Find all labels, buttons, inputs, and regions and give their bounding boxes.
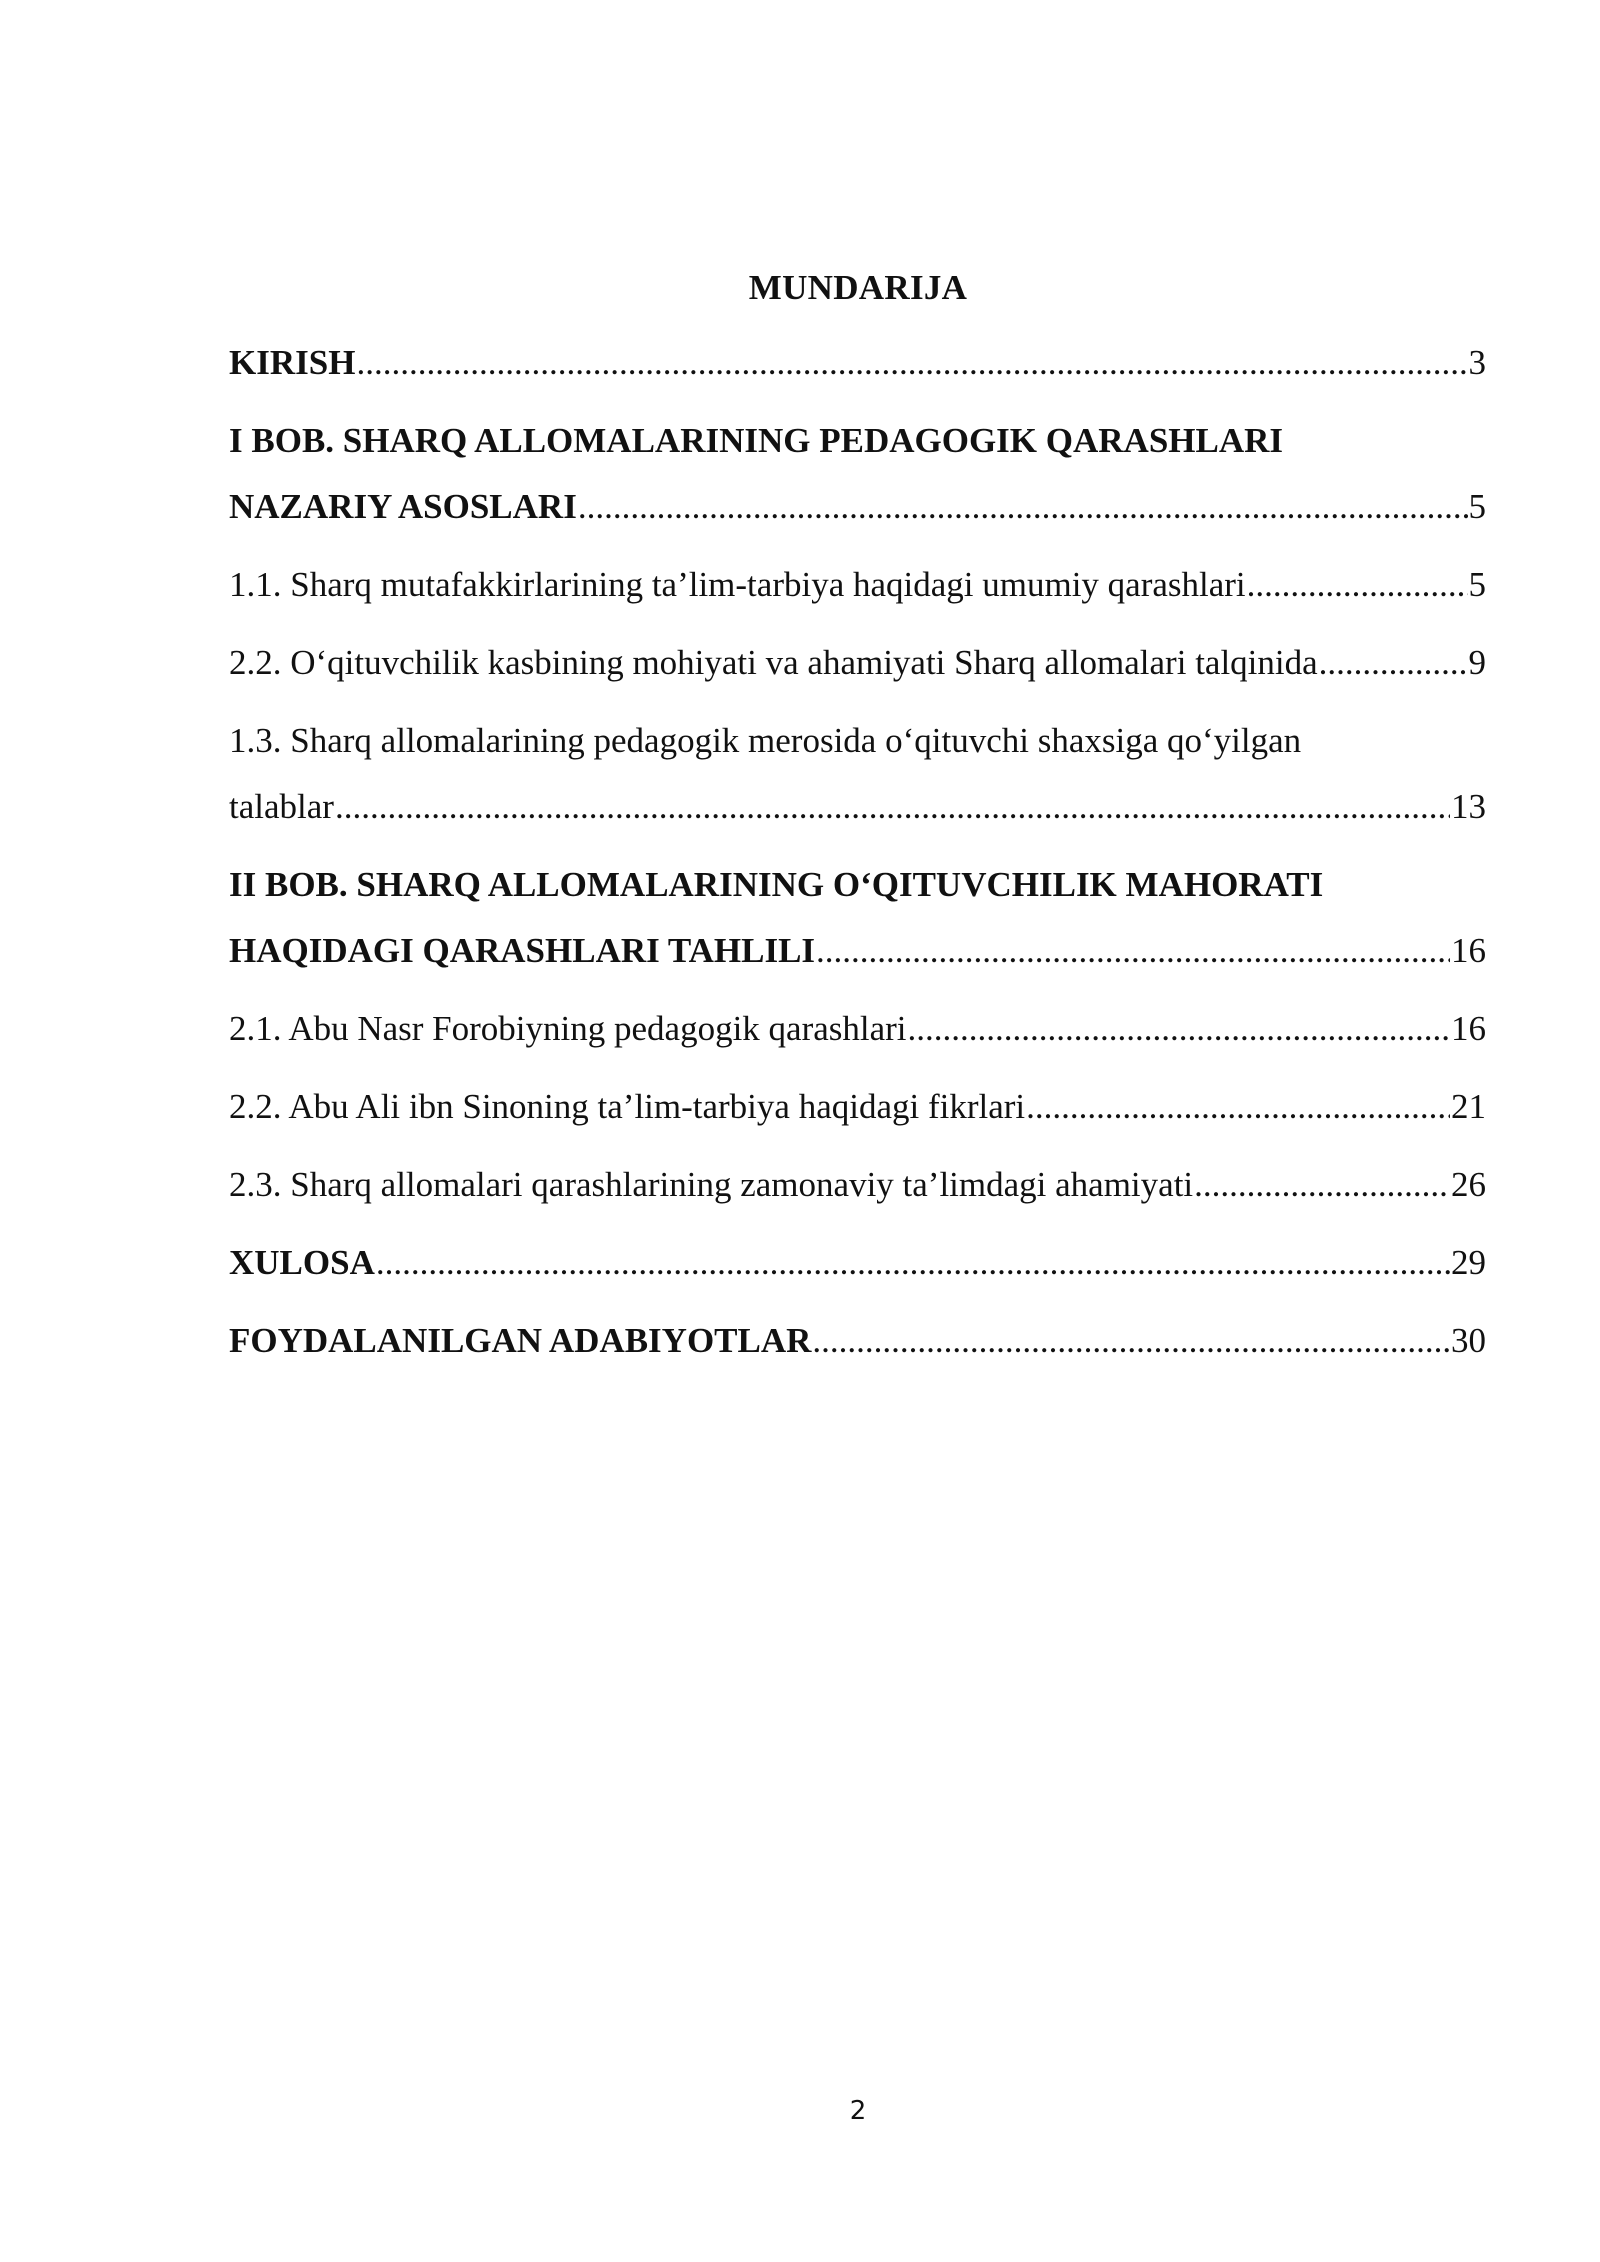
toc-page-number: 29	[1451, 1243, 1486, 1282]
table-of-contents	[229, 330, 1486, 1374]
toc-entry-text-line1: 1.3. Sharq allomalarining pedagogik merosida o‘qituvchi shaxsiga qo‘yilgan	[229, 721, 1302, 760]
toc-page-number: 30	[1451, 1321, 1486, 1360]
dot-leader	[335, 774, 1450, 840]
toc-entry-text-line1: I BOB. SHARQ ALLOMALARINING PEDAGOGIK QARASHLARI	[229, 421, 1284, 460]
dot-leader	[1247, 552, 1468, 618]
toc-page-number: 13	[1451, 787, 1486, 826]
toc-entry-adabiyotlar	[229, 1308, 1486, 1374]
toc-page-number: 5	[1468, 565, 1486, 604]
dot-leader	[816, 918, 1450, 984]
toc-entry-text: 1.1. Sharq mutafakkirlarining ta’lim-tarbiya haqidagi umumiy qarashlari	[229, 565, 1246, 604]
dot-leader	[578, 474, 1468, 540]
dot-leader	[1194, 1152, 1450, 1218]
dot-leader	[376, 1230, 1450, 1296]
toc-page-number: 26	[1451, 1165, 1486, 1204]
toc-entry-text: FOYDALANILGAN ADABIYOTLAR	[229, 1321, 812, 1360]
toc-entry-text: KIRISH	[229, 343, 356, 382]
page-title: MUNDARIJA	[748, 268, 968, 307]
toc-entry-section-1-3	[229, 708, 1486, 840]
toc-entry-section-2-3	[229, 1152, 1486, 1218]
toc-page-number: 5	[1468, 487, 1486, 526]
toc-page-number: 16	[1451, 931, 1486, 970]
toc-page-number: 3	[1468, 343, 1486, 382]
toc-entry-text: XULOSA	[229, 1243, 375, 1282]
dot-leader	[812, 1308, 1450, 1374]
toc-entry-text: 2.2. O‘qituvchilik kasbining mohiyati va ahamiyati Sharq allomalari talqinida	[229, 643, 1318, 682]
toc-entry-text: 2.1. Abu Nasr Forobiyning pedagogik qarashlari	[229, 1009, 907, 1048]
toc-entry-text: NAZARIY ASOSLARI	[229, 487, 577, 526]
page-number-footer: 2	[849, 2096, 867, 2126]
toc-entry-text-line1: II BOB. SHARQ ALLOMALARINING O‘QITUVCHILIK MAHORATI	[229, 865, 1324, 904]
toc-entry-xulosa	[229, 1230, 1486, 1296]
toc-entry-section-1-2	[229, 630, 1486, 696]
toc-entry-text: 2.3. Sharq allomalari qarashlarining zamonaviy ta’limdagi ahamiyati	[229, 1165, 1194, 1204]
toc-entry-text: talablar	[229, 787, 334, 826]
toc-entry-section-1-1	[229, 552, 1486, 618]
toc-entry-text: 2.2. Abu Ali ibn Sinoning ta’lim-tarbiya haqidagi fikrlari	[229, 1087, 1026, 1126]
toc-page-number: 16	[1451, 1009, 1486, 1048]
toc-entry-section-2-2	[229, 1074, 1486, 1140]
dot-leader	[908, 996, 1450, 1062]
toc-entry-section-2-1	[229, 996, 1486, 1062]
toc-entry-text: HAQIDAGI QARASHLARI TAHLILI	[229, 931, 816, 970]
toc-page-number: 9	[1468, 643, 1486, 682]
toc-page-number: 21	[1451, 1087, 1486, 1126]
dot-leader	[356, 330, 1467, 396]
toc-entry-kirish	[229, 330, 1486, 396]
toc-entry-chapter-2	[229, 852, 1486, 984]
toc-entry-chapter-1	[229, 408, 1486, 540]
dot-leader	[1026, 1074, 1450, 1140]
dot-leader	[1319, 630, 1468, 696]
